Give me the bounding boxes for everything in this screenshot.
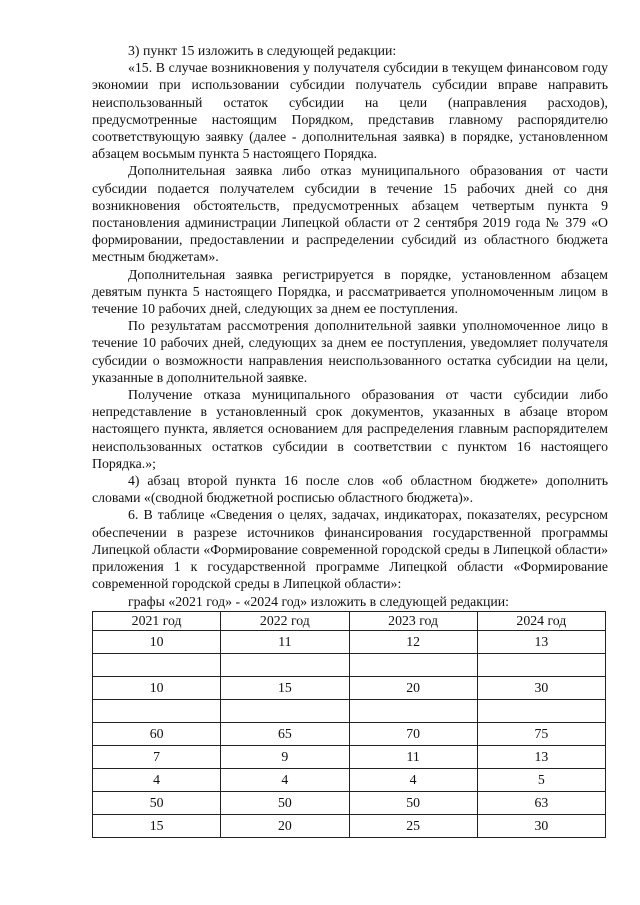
paragraph-item-4: 4) абзац второй пункта 16 после слов «об областном бюджете» дополнить словами «(сводной бюджетной росписью областного бюджета)». xyxy=(92,473,608,506)
column-header: 2023 год xyxy=(349,611,477,630)
table-cell: 70 xyxy=(349,722,477,745)
table-cell xyxy=(93,699,221,722)
table-cell xyxy=(93,653,221,676)
paragraph-clause-15: «15. В случае возникновения у получателя субсидии в текущем финансовом году экономии при использовании субсидии получатель субсидии вправе направить неиспользованный остаток субсидии на цели (направления расходов), предусмотренные настоящим Порядком, представив главному распорядителю соответствующую заявку (далее - дополнительная заявка) в порядке, установленном абзацем восьмым пункта 5 настоящего Порядка. xyxy=(92,60,608,162)
table-cell: 4 xyxy=(349,768,477,791)
table-header-row xyxy=(93,611,606,630)
paragraph-refusal: Получение отказа муниципального образования от части субсидии либо непредставление в установленный срок документов, указанных в абзаце втором настоящего пункта, является основанием для распределения главным распорядителем неиспользованных остатков субсидии в соответствии с пунктом 16 настоящего Порядка.»; xyxy=(92,387,608,471)
table-cell: 30 xyxy=(477,814,605,837)
table-cell xyxy=(221,653,349,676)
table-cell: 15 xyxy=(221,676,349,699)
table-row xyxy=(93,699,606,722)
table-cell: 12 xyxy=(349,630,477,653)
document-page xyxy=(92,42,608,838)
table-cell: 50 xyxy=(221,791,349,814)
table-row xyxy=(93,745,606,768)
paragraph-review-results: По результатам рассмотрения дополнительной заявки уполномоченное лицо в течение 10 рабочих дней, следующих за днем ее поступления, уведомляет получателя субсидии о возможности направления неиспользованного остатка субсидии на цели, указанные в дополнительной заявке. xyxy=(92,318,608,385)
column-header: 2021 год xyxy=(93,611,221,630)
paragraph-columns-note: графы «2021 год» - «2024 год» изложить в следующей редакции: xyxy=(128,593,509,609)
paragraph-additional-request: Дополнительная заявка либо отказ муниципального образования от части субсидии подается получателем субсидии в течение 15 рабочих дней со дня возникновения обстоятельств, предусмотренных абзацем четвертым пункта 9 постановления администрации Липецкой области от 2 сентября 2019 года № 379 «О формировании, предоставлении и распределении субсидий из областного бюджета местным бюджетам». xyxy=(92,163,608,265)
column-header: 2022 год xyxy=(221,611,349,630)
table-row xyxy=(93,676,606,699)
table-row xyxy=(93,653,606,676)
table-cell: 9 xyxy=(221,745,349,768)
data-table xyxy=(92,611,606,838)
table-cell xyxy=(349,699,477,722)
table-row xyxy=(93,722,606,745)
table-cell: 10 xyxy=(93,630,221,653)
table-cell: 50 xyxy=(93,791,221,814)
table-cell: 63 xyxy=(477,791,605,814)
table-cell xyxy=(477,699,605,722)
table-cell: 13 xyxy=(477,630,605,653)
paragraph-registration: Дополнительная заявка регистрируется в порядке, установленном абзацем девятым пункта 5 настоящего Порядка, и рассматривается уполномоченным лицом в течение 10 рабочих дней, следующих за днем ее поступления. xyxy=(92,266,608,317)
table-cell xyxy=(477,653,605,676)
table-cell: 13 xyxy=(477,745,605,768)
paragraph-item-3: 3) пункт 15 изложить в следующей редакции: xyxy=(128,43,397,58)
table-cell: 75 xyxy=(477,722,605,745)
table-cell xyxy=(221,699,349,722)
table-cell: 50 xyxy=(349,791,477,814)
table-row xyxy=(93,814,606,837)
table-cell: 25 xyxy=(349,814,477,837)
table-cell: 10 xyxy=(93,676,221,699)
table-row xyxy=(93,630,606,653)
table-cell: 11 xyxy=(221,630,349,653)
table-row xyxy=(93,768,606,791)
table-cell: 65 xyxy=(221,722,349,745)
paragraph-item-6: 6. В таблице «Сведения о целях, задачах, индикаторах, показателях, ресурсном обеспечении в разрезе источников финансирования государственной программы Липецкой области «Формирование современной городской среды в Липецкой области» приложения 1 к государственной программе Липецкой области «Формирование современной городской среды в Липецкой области»: xyxy=(92,507,608,592)
table-cell: 30 xyxy=(477,676,605,699)
table-cell: 20 xyxy=(349,676,477,699)
table-row xyxy=(93,791,606,814)
table-cell: 15 xyxy=(93,814,221,837)
table-cell: 60 xyxy=(93,722,221,745)
table-cell: 5 xyxy=(477,768,605,791)
table-cell: 11 xyxy=(349,745,477,768)
column-header: 2024 год xyxy=(477,611,605,630)
table-cell xyxy=(349,653,477,676)
table-cell: 4 xyxy=(221,768,349,791)
table-cell: 7 xyxy=(93,745,221,768)
table-cell: 20 xyxy=(221,814,349,837)
table-cell: 4 xyxy=(93,768,221,791)
